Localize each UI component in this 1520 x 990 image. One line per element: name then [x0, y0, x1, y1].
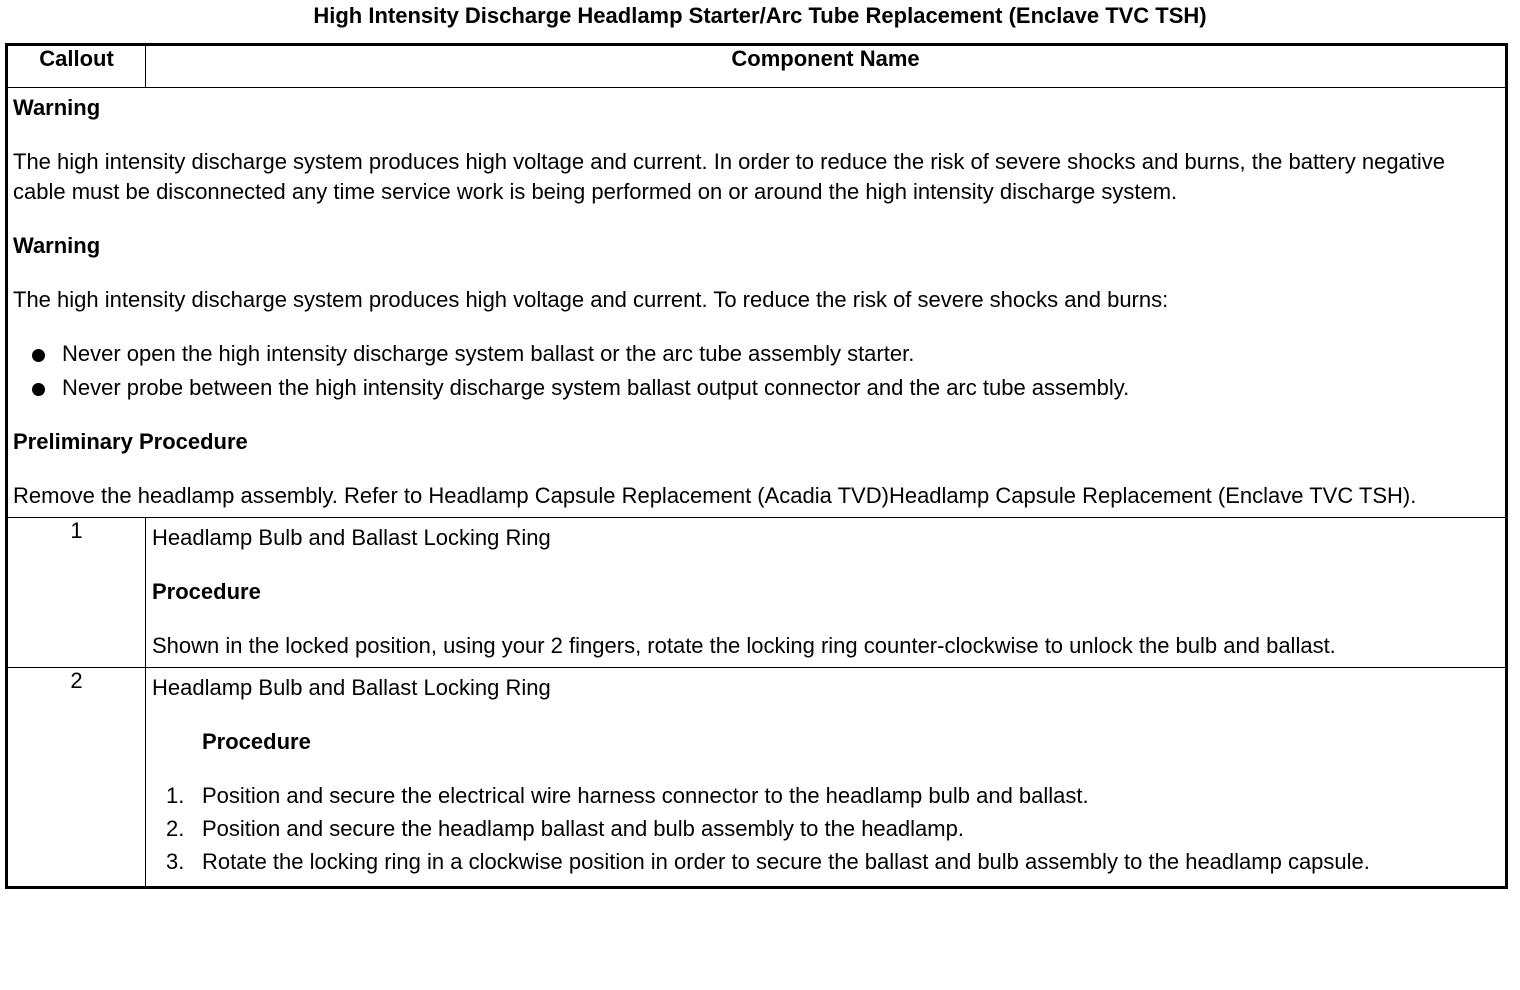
callout-number: 2 [7, 668, 146, 888]
page-title: High Intensity Discharge Headlamp Starter/Arc Tube Replacement (Enclave TVC TSH) [313, 3, 1207, 28]
step-text: Position and secure the electrical wire harness connector to the headlamp bulb and ballast. [202, 783, 1089, 808]
component-name: Headlamp Bulb and Ballast Locking Ring [152, 525, 551, 550]
procedure-step-list [152, 781, 1499, 877]
preliminary-heading: Preliminary Procedure [13, 429, 248, 454]
warning-bullet: Never probe between the high intensity discharge system ballast output connector and the arc tube assembly. [13, 373, 1499, 403]
warning-bullet: Never open the high intensity discharge system ballast or the arc tube assembly starter. [13, 339, 1499, 369]
step-text: Position and secure the headlamp ballast and bulb assembly to the headlamp. [202, 816, 964, 841]
step-text: Rotate the locking ring in a clockwise position in order to secure the ballast and bulb assembly to the headlamp capsule. [202, 849, 1370, 874]
procedure-step [152, 847, 1499, 877]
step-number: 3. [166, 849, 185, 874]
procedure-table [5, 43, 1508, 889]
table-row [7, 668, 1507, 888]
component-cell [146, 668, 1507, 888]
component-cell [146, 518, 1507, 668]
warning-heading: Warning [13, 95, 101, 120]
component-name: Headlamp Bulb and Ballast Locking Ring [152, 675, 551, 700]
step-number: 1. [166, 783, 185, 808]
procedure-heading: Procedure [202, 729, 311, 754]
procedure-step [152, 814, 1499, 844]
warning-text: The high intensity discharge system produces high voltage and current. To reduce the risk of severe shocks and burns: [13, 287, 1169, 312]
warning-bullet-list [13, 339, 1499, 403]
step-number: 2. [166, 816, 185, 841]
callout-column-header: Callout [7, 45, 146, 88]
table-row [7, 518, 1507, 668]
procedure-heading: Procedure [152, 579, 261, 604]
intro-cell [7, 88, 1507, 518]
warning-text: The high intensity discharge system produces high voltage and current. In order to reduce the risk of severe shocks and burns, the battery negative cable must be disconnected any time service work is being performed on or around the high intensity discharge system. [13, 149, 1446, 204]
callout-number: 1 [7, 518, 146, 668]
table-header-row [7, 45, 1507, 88]
preliminary-text: Remove the headlamp assembly. Refer to Headlamp Capsule Replacement (Acadia TVD)Headlamp Capsule Replacement (Enclave TVC TSH). [13, 483, 1417, 508]
procedure-step [152, 781, 1499, 811]
component-column-header: Component Name [146, 45, 1507, 88]
procedure-text: Shown in the locked position, using your 2 fingers, rotate the locking ring counter-clockwise to unlock the bulb and ballast. [152, 633, 1336, 658]
intro-row [7, 88, 1507, 518]
warning-heading: Warning [13, 233, 101, 258]
